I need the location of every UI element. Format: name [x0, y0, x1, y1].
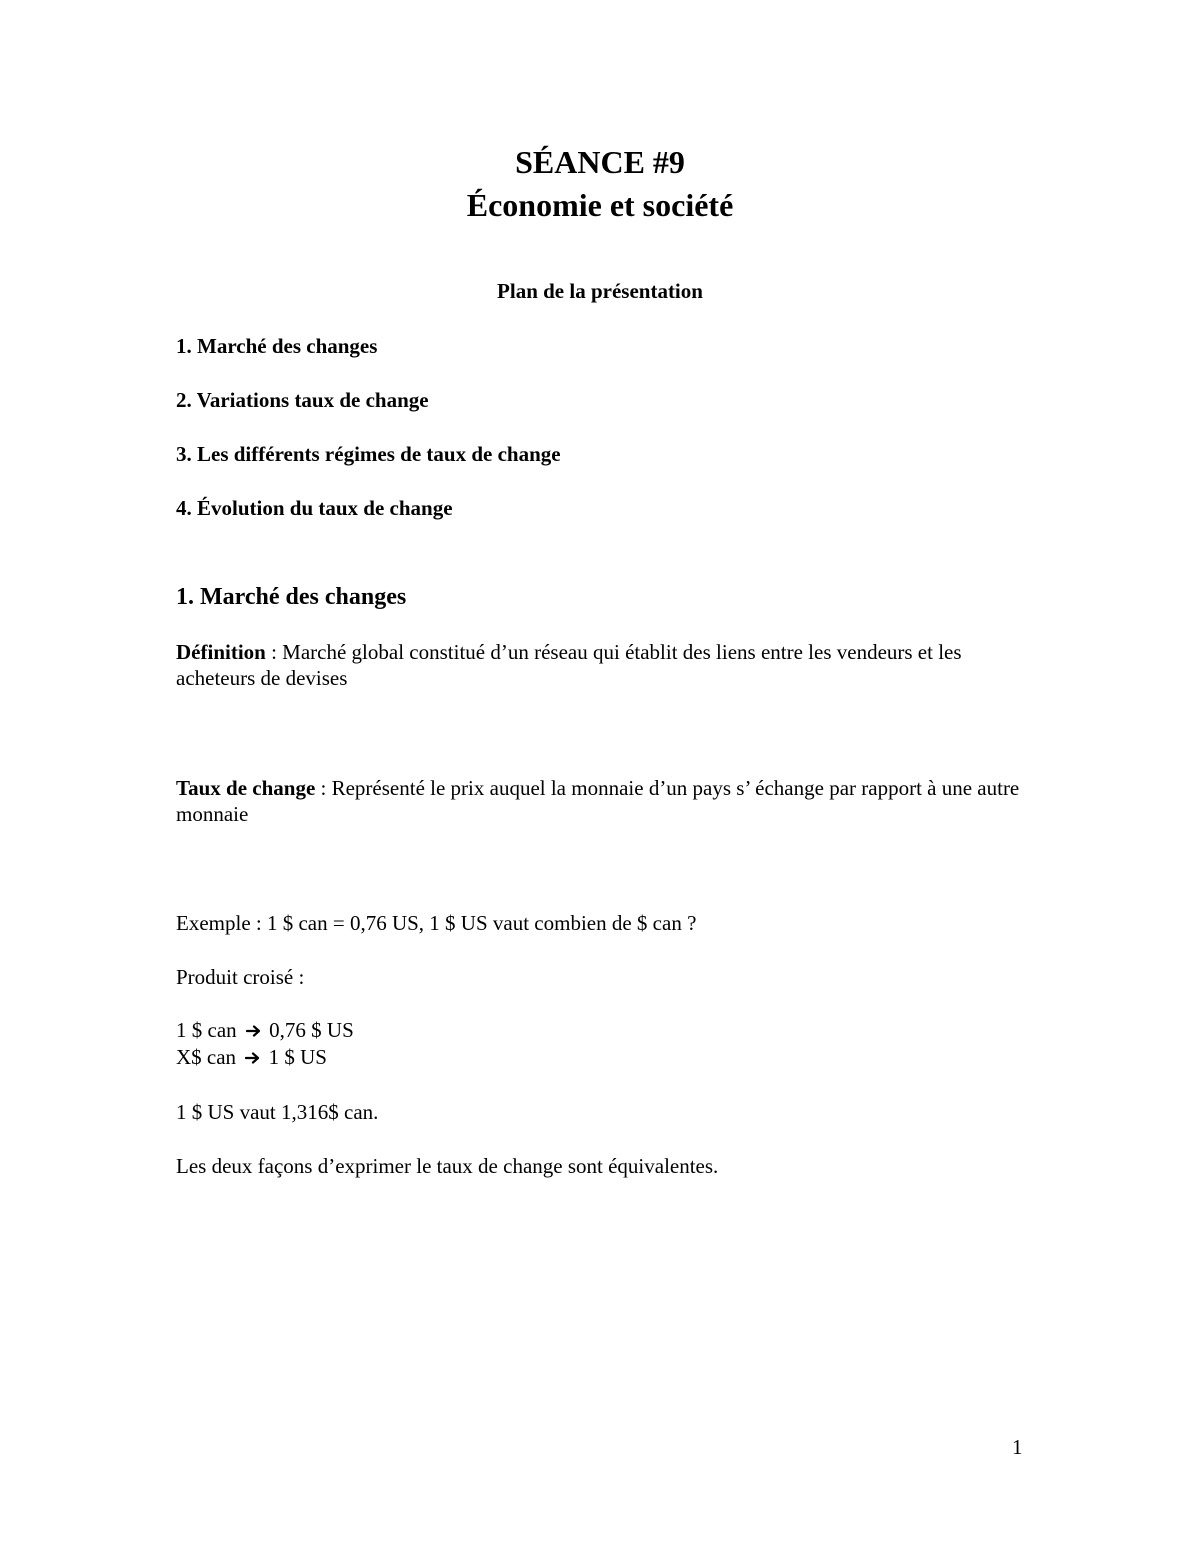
exchange-rate-text: : Représenté le prix auquel la monnaie d’un pays s’ échange par rapport à une autre monnaie: [176, 776, 1020, 826]
result-line: 1 $ US vaut 1,316$ can.: [176, 1100, 379, 1124]
cross-line-1-right: 0,76 $ US: [269, 1018, 354, 1042]
conclusion-line: Les deux façons d’exprimer le taux de change sont équivalentes.: [176, 1154, 719, 1178]
right-arrow-icon: [245, 1051, 261, 1065]
cross-line-1-left: 1 $ can: [176, 1018, 237, 1042]
cross-line-2-left: X$ can: [176, 1045, 237, 1069]
cross-product-label: Produit croisé :: [176, 965, 305, 989]
definition-text: : Marché global constitué d’un réseau qui établit des liens entre les vendeurs et les acheteurs de devises: [176, 640, 962, 690]
page-number: 1: [1012, 1435, 1023, 1459]
toc-item-1: 1. Marché des changes: [176, 334, 378, 358]
document-title: SÉANCE #9: [515, 144, 685, 180]
toc-item-4: 4. Évolution du taux de change: [176, 496, 453, 520]
section-heading: 1. Marché des changes: [176, 584, 407, 610]
toc-item-2: 2. Variations taux de change: [176, 388, 429, 412]
cross-line-2-right: 1 $ US: [268, 1045, 327, 1069]
toc-item-3: 3. Les différents régimes de taux de change: [176, 442, 561, 466]
plan-heading: Plan de la présentation: [497, 279, 703, 303]
cross-product-line-2: [176, 1044, 327, 1070]
example-line: Exemple : 1 $ can = 0,76 US, 1 $ US vaut combien de $ can ?: [176, 911, 697, 935]
document-subtitle: Économie et société: [466, 187, 734, 223]
definition-term: Définition: [176, 640, 266, 664]
exchange-rate-paragraph: [176, 775, 1036, 827]
right-arrow-icon: [246, 1024, 262, 1038]
cross-product-line-1: [176, 1017, 354, 1043]
definition-paragraph: [176, 639, 1036, 691]
exchange-rate-term: Taux de change: [176, 776, 316, 800]
